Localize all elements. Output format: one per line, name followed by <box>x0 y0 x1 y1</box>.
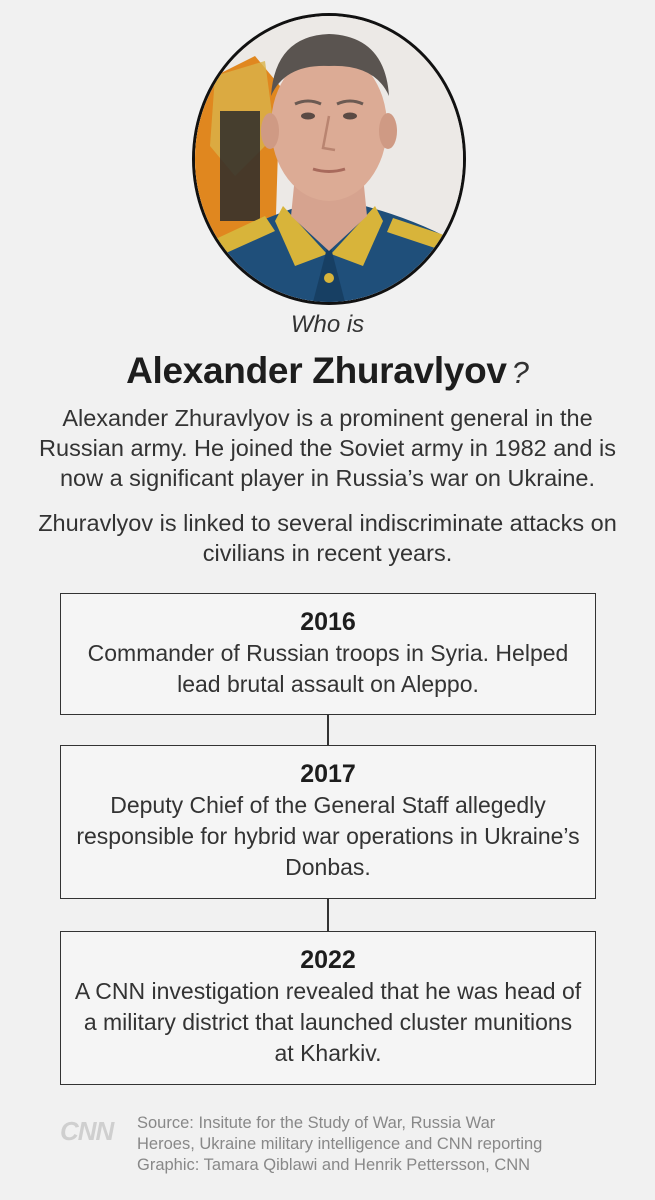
timeline-description: A CNN investigation revealed that he was head of a military district that launched cluster munitions at Kharkiv. <box>74 978 582 1066</box>
general-portrait-image <box>195 16 463 302</box>
timeline-year: 2017 <box>300 760 356 788</box>
timeline-year: 2016 <box>300 608 356 636</box>
source-credit <box>137 1113 637 1176</box>
timeline-year: 2022 <box>300 946 356 974</box>
headline-kicker: Who is <box>290 311 365 338</box>
headline <box>0 350 655 392</box>
intro-paragraph-1: Alexander Zhuravlyov is a prominent general in the Russian army. He joined the Soviet army in 1982 and is now a significant player in Russia’s war on Ukraine. <box>39 405 616 491</box>
timeline-description: Commander of Russian troops in Syria. Helped lead brutal assault on Aleppo. <box>87 640 569 697</box>
timeline-connector <box>327 715 329 745</box>
portrait-photo <box>192 13 466 305</box>
cnn-logo: CNN <box>60 1116 114 1146</box>
timeline-card-2022 <box>60 931 596 1085</box>
headline-question-mark: ? <box>511 355 529 390</box>
timeline-card-2016 <box>60 593 596 715</box>
timeline-connector <box>327 899 329 931</box>
intro-paragraph-2: Zhuravlyov is linked to several indiscriminate attacks on civilians in recent years. <box>38 510 617 566</box>
person-name: Alexander Zhuravlyov <box>126 350 507 391</box>
graphic-credit: Graphic: Tamara Qiblawi and Henrik Pettersson, CNN <box>137 1156 531 1174</box>
source-line-2: Heroes, Ukraine military intelligence and CNN reporting <box>137 1135 543 1153</box>
source-line-1: Source: Insitute for the Study of War, Russia War <box>137 1114 496 1132</box>
timeline-description: Deputy Chief of the General Staff allegedly responsible for hybrid war operations in Ukraine’s Donbas. <box>76 792 580 880</box>
timeline-card-2017 <box>60 745 596 899</box>
